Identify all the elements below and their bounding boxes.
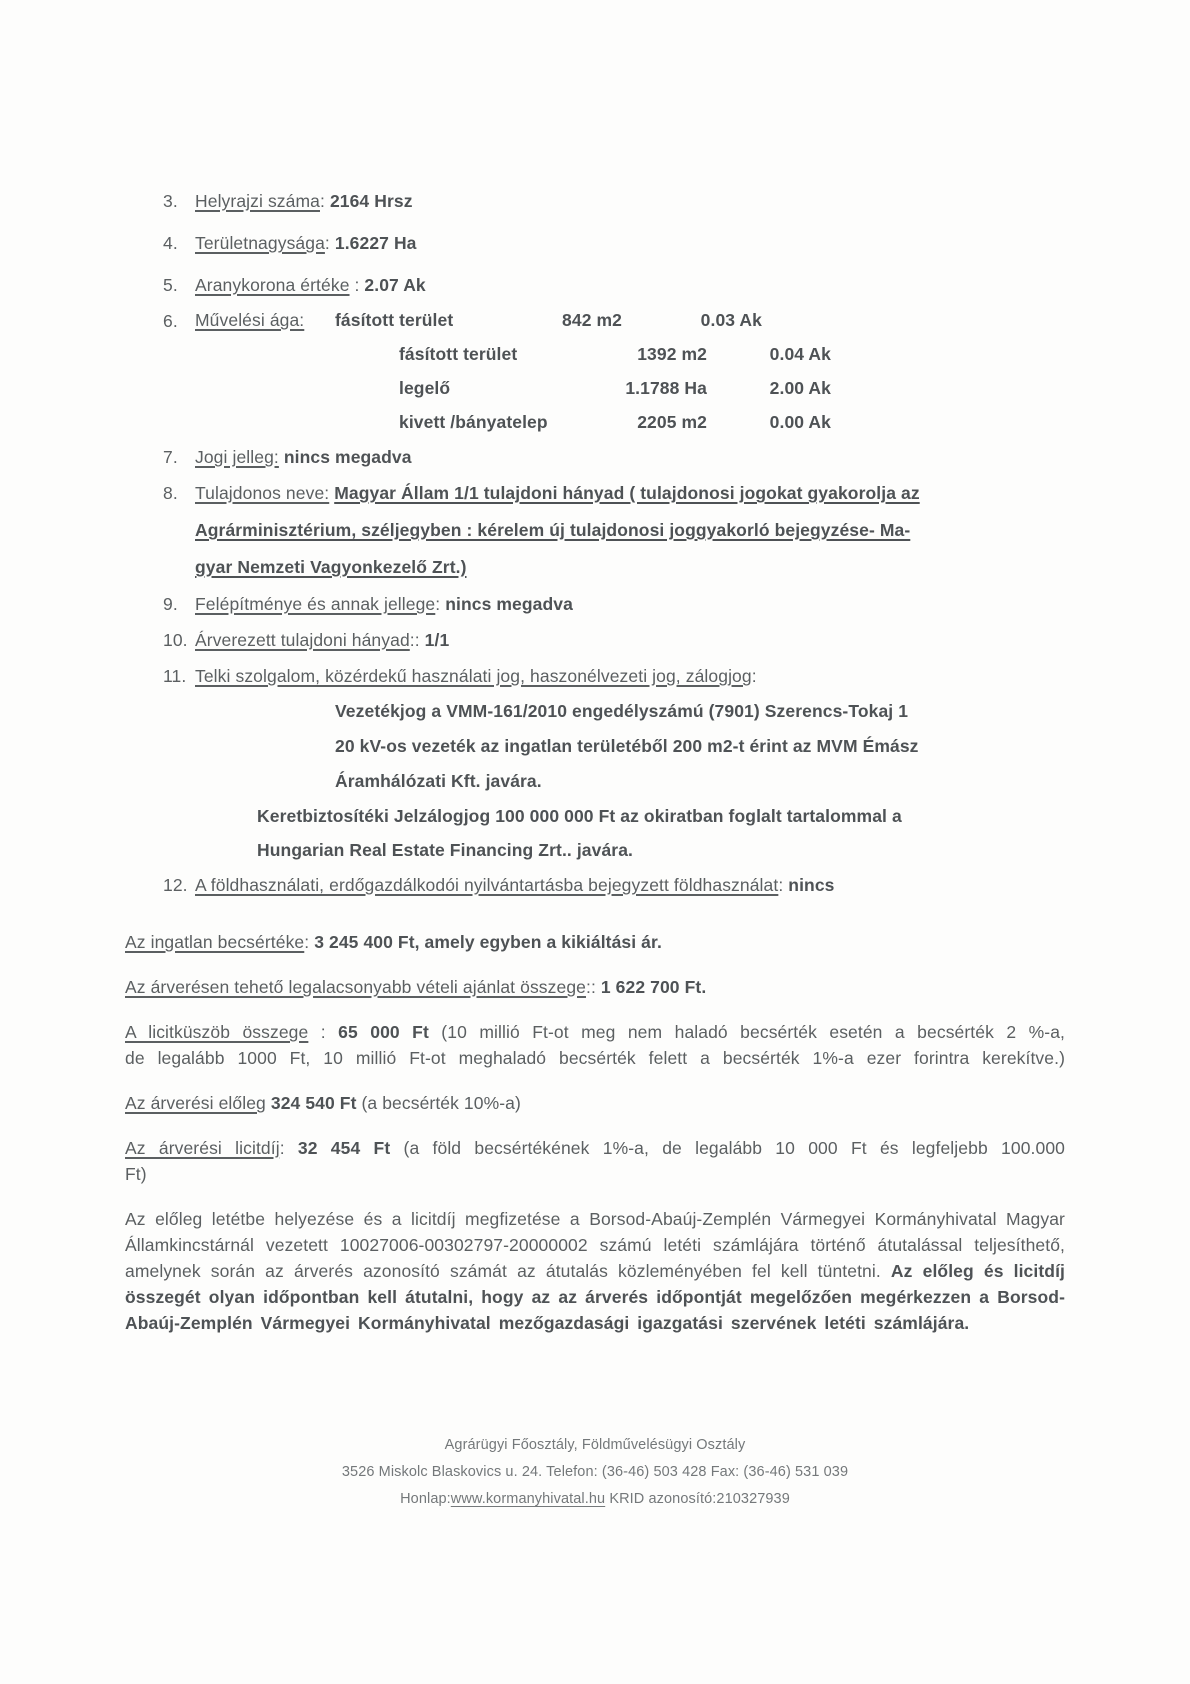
item-body bbox=[195, 439, 1065, 475]
item-number: 4. bbox=[163, 233, 178, 253]
list-item-cultivation bbox=[125, 303, 1065, 439]
list-item-area-size bbox=[125, 225, 1065, 261]
item-value: 2.07 Ak bbox=[364, 275, 426, 295]
item-value: 1.6227 Ha bbox=[334, 233, 417, 253]
list-item-legal-character bbox=[125, 439, 1065, 475]
land-area: 2205 m2 bbox=[637, 412, 707, 432]
item-body bbox=[195, 622, 1065, 658]
item-label: Árverezett tulajdoni hányad bbox=[195, 630, 410, 650]
item-label: Művelési ága: bbox=[195, 310, 305, 330]
footer-web-line bbox=[125, 1486, 1065, 1513]
item-label: Telki szolgalom, közérdekű használati jog, haszonélvezeti jog, zálogjog bbox=[195, 666, 752, 686]
bid-threshold-line bbox=[125, 1019, 1065, 1045]
mortgage-line: Keretbiztosítéki Jelzálogjog 100 000 000 Ft az okiratban foglalt tartalommal a bbox=[257, 806, 902, 826]
paragraph-label: Az árverési licitdíj bbox=[125, 1138, 280, 1158]
separator: : bbox=[304, 932, 315, 952]
owner-line bbox=[195, 475, 1065, 512]
minimum-offer-paragraph bbox=[125, 974, 1065, 1000]
list-item-building bbox=[125, 586, 1065, 622]
item-value: nincs megadva bbox=[283, 447, 412, 467]
item-number: 7. bbox=[163, 447, 178, 467]
separator: : bbox=[320, 191, 330, 211]
footer bbox=[125, 1432, 1065, 1513]
mortgage-line: Hungarian Real Estate Financing Zrt.. javára. bbox=[257, 840, 633, 860]
deposit-value: 324 540 Ft bbox=[270, 1093, 357, 1113]
estimate-value: 3 245 400 Ft, amely egyben a kikiáltási ár. bbox=[314, 932, 662, 952]
separator: :: bbox=[586, 977, 601, 997]
footer-krid: KRID azonosító:210327939 bbox=[605, 1491, 790, 1507]
item-number: 6. bbox=[163, 311, 178, 331]
bid-threshold-note: (10 millió Ft-ot meg nem haladó becsérték esetén a becsérték 2 %-a, bbox=[428, 1022, 1066, 1042]
item-label: Aranykorona értéke bbox=[195, 275, 350, 295]
footer-website-label: Honlap: bbox=[400, 1491, 451, 1507]
bid-fee-paragraph bbox=[125, 1135, 1065, 1187]
item-number: 12. bbox=[163, 875, 188, 895]
payment-instructions-paragraph bbox=[125, 1206, 1065, 1336]
item-body bbox=[195, 225, 1065, 261]
item-body bbox=[195, 475, 1065, 586]
item-value: 1/1 bbox=[424, 630, 450, 650]
paragraph-label: A licitküszöb összege bbox=[125, 1022, 309, 1042]
item-body bbox=[195, 867, 1065, 903]
separator: : bbox=[435, 594, 446, 614]
list-item-parcel-number bbox=[125, 183, 1065, 219]
item-number: 8. bbox=[163, 483, 178, 503]
easement-heading bbox=[195, 658, 1065, 694]
item-number: 11. bbox=[163, 666, 187, 686]
item-number: 10. bbox=[163, 630, 188, 650]
item-number: 5. bbox=[163, 275, 178, 295]
auction-details bbox=[125, 929, 1065, 1336]
list-item-gold-crown bbox=[125, 267, 1065, 303]
owner-line bbox=[195, 549, 1065, 586]
item-label: Területnagysága bbox=[195, 233, 325, 253]
land-use-name: fásított terület bbox=[399, 344, 518, 364]
gold-crown-value: 0.00 Ak bbox=[769, 412, 831, 432]
item-body bbox=[195, 586, 1065, 622]
cultivation-row bbox=[195, 371, 1065, 405]
separator: : bbox=[324, 233, 335, 253]
owner-value: Agrárminisztérium, széljegyben : kérelem új tulajdonosi joggyakorló bejegyzése- Ma- bbox=[195, 520, 911, 540]
estimate-paragraph bbox=[125, 929, 1065, 955]
item-label: Tulajdonos neve: bbox=[195, 483, 330, 503]
land-use-name: legelő bbox=[399, 378, 451, 398]
item-body bbox=[195, 267, 1065, 303]
paragraph-label: Az ingatlan becsértéke bbox=[125, 932, 305, 952]
bid-threshold-value: 65 000 Ft bbox=[338, 1022, 429, 1042]
owner-value: Magyar Állam 1/1 tulajdoni hányad ( tulajdonosi jogokat gyakorolja az bbox=[334, 483, 920, 503]
item-label: Jogi jelleg: bbox=[195, 447, 279, 467]
land-use-name: kivett /bányatelep bbox=[399, 412, 548, 432]
land-area: 842 m2 bbox=[562, 310, 622, 330]
payment-instructions-bold: Az előleg és licitdíj összegét olyan időpontban kell átutalni, hogy az az árverés időpontját megelőzően megérkezzen a Borsod-Abaúj-Zemplén Vármegyei Kormányhivatal mezőgazdasági igazgatási szervének letéti számlájára. bbox=[125, 1261, 1065, 1333]
footer-department: Agrárügyi Főosztály, Földművelésügyi Osztály bbox=[444, 1437, 746, 1453]
footer-address: 3526 Miskolc Blaskovics u. 24. Telefon: (36-46) 503 428 Fax: (36-46) 531 039 bbox=[341, 1464, 849, 1480]
cultivation-row bbox=[195, 405, 1065, 439]
utility-right-line: Áramhálózati Kft. javára. bbox=[335, 771, 542, 791]
numbered-list bbox=[125, 183, 1065, 903]
land-area: 1.1788 Ha bbox=[625, 378, 707, 398]
utility-right-line: 20 kV-os vezeték az ingatlan területéből 200 m2-t érint az MVM Émász bbox=[335, 736, 919, 756]
separator: : bbox=[751, 666, 757, 686]
owner-line bbox=[195, 512, 1065, 549]
paragraph-label: Az árverési előleg bbox=[125, 1093, 266, 1113]
mortgage-paragraph bbox=[257, 799, 1065, 867]
bid-threshold-line: de legalább 1000 Ft, 10 millió Ft-ot meghaladó becsérték felett a becsérték 1%-a ezer forintra kerekítve.) bbox=[125, 1048, 1065, 1068]
website-link: www.kormanyhivatal.hu bbox=[450, 1491, 606, 1507]
separator: :: bbox=[409, 630, 425, 650]
item-number: 3. bbox=[163, 191, 178, 211]
utility-right-line: Vezetékjog a VMM-161/2010 engedélyszámú (7901) Szerencs-Tokaj 1 bbox=[335, 701, 909, 721]
item-label: Felépítménye és annak jellege bbox=[195, 594, 436, 614]
item-value: nincs megadva bbox=[445, 594, 573, 614]
cultivation-row bbox=[195, 337, 1065, 371]
gold-crown-value: 2.00 Ak bbox=[769, 378, 831, 398]
minimum-offer-value: 1 622 700 Ft. bbox=[600, 977, 707, 997]
cultivation-row bbox=[195, 303, 1065, 337]
paragraph-label: Az árverésen tehető legalacsonyabb vételi ajánlat összege bbox=[125, 977, 586, 997]
bid-fee-line: Ft) bbox=[125, 1164, 147, 1184]
list-item-easements bbox=[125, 658, 1065, 867]
item-value: 2164 Hrsz bbox=[329, 191, 413, 211]
list-item-land-use-registry bbox=[125, 867, 1065, 903]
utility-right-paragraph bbox=[335, 694, 1065, 799]
separator: : bbox=[279, 1138, 298, 1158]
payment-instructions-text: Az előleg letétbe helyezése és a licitdíj megfizetése a Borsod-Abaúj-Zemplén Vármegyei Kormányhivatal Magyar Államkincstárnál vezetett 10027006-00302797-20000002 számú letéti számlájára történő átutalással teljesíthető, amelynek során az árverés azonosító számát az átutalás közleményében fel kell tüntetni. bbox=[125, 1209, 1065, 1281]
land-use-name: fásított terület bbox=[335, 310, 454, 330]
land-area: 1392 m2 bbox=[637, 344, 707, 364]
list-item-owner bbox=[125, 475, 1065, 586]
separator: : bbox=[778, 875, 789, 895]
bid-fee-note: (a föld becsértékének 1%-a, de legalább 10 000 Ft és legfeljebb 100.000 bbox=[390, 1138, 1065, 1158]
item-body bbox=[195, 183, 1065, 219]
list-item-auctioned-share bbox=[125, 622, 1065, 658]
item-label: A földhasználati, erdőgazdálkodói nyilvántartásba bejegyzett földhasználat bbox=[195, 875, 779, 895]
deposit-paragraph bbox=[125, 1090, 1065, 1116]
item-value: nincs bbox=[788, 875, 835, 895]
gold-crown-value: 0.03 Ak bbox=[700, 310, 762, 330]
bid-threshold-paragraph bbox=[125, 1019, 1065, 1071]
owner-value: gyar Nemzeti Vagyonkezelő Zrt.) bbox=[195, 557, 467, 577]
item-number: 9. bbox=[163, 594, 178, 614]
bid-fee-value: 32 454 Ft bbox=[297, 1138, 391, 1158]
deposit-note: (a becsérték 10%-a) bbox=[356, 1093, 521, 1113]
gold-crown-value: 0.04 Ak bbox=[769, 344, 831, 364]
separator: : bbox=[308, 1022, 339, 1042]
item-label: Helyrajzi száma bbox=[195, 191, 320, 211]
cultivation-table bbox=[195, 303, 1065, 439]
item-body bbox=[195, 658, 1065, 867]
bid-fee-line bbox=[125, 1135, 1065, 1161]
separator: : bbox=[349, 275, 365, 295]
